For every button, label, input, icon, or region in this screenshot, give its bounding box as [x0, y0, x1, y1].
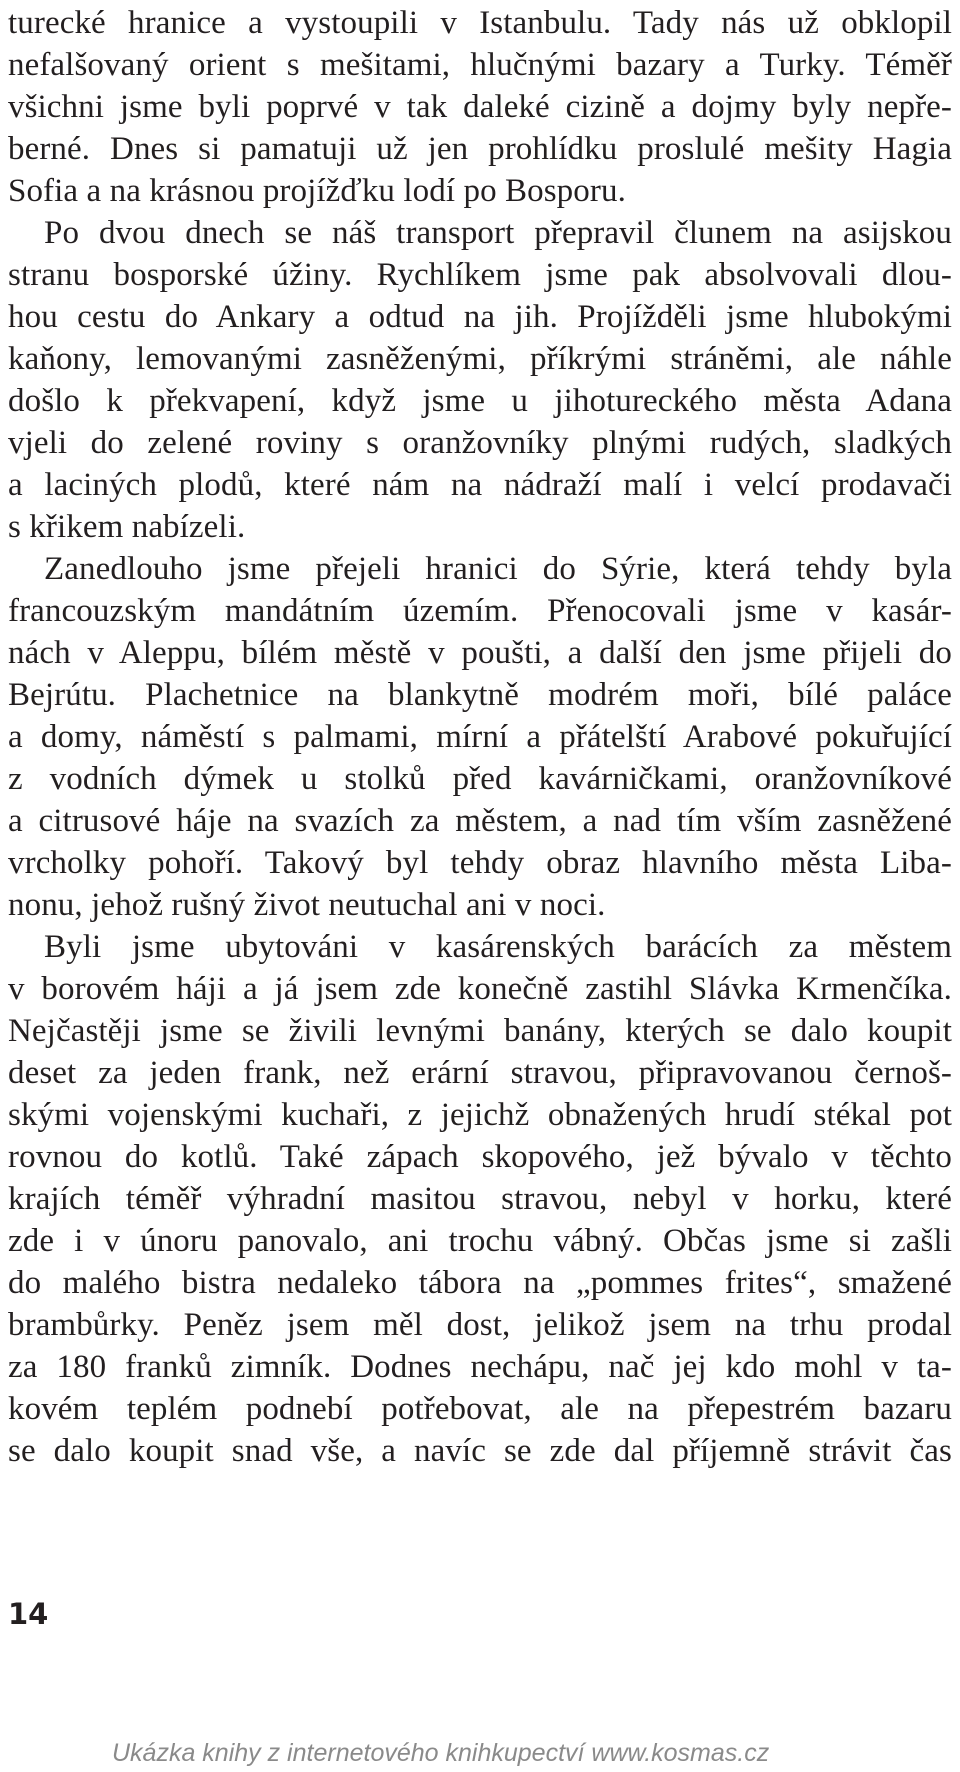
text-line: všichni jsme byli poprvé v tak daleké cizině a dojmy byly nepře- — [8, 89, 952, 125]
text-line: kovém teplém podnebí potřebovat, ale na přepestrém bazaru — [8, 1391, 952, 1427]
text-line: berné. Dnes si pamatuji už jen prohlídku proslulé mešity Hagia — [8, 131, 952, 167]
text-line: francouzským mandátním územím. Přenocovali jsme v kasár- — [8, 593, 952, 629]
text-line: Bejrútu. Plachetnice na blankytně modrém moři, bílé paláce — [8, 677, 952, 713]
text-line: za 180 franků zimník. Dodnes nechápu, nač jej kdo mohl v ta- — [8, 1349, 952, 1385]
text-line: nefalšovaný orient s mešitami, hlučnými bazary a Turky. Téměř — [8, 47, 952, 83]
page-body — [8, 2, 952, 1472]
text-line: turecké hranice a vystoupili v Istanbulu. Tady nás už obklopil — [8, 5, 952, 41]
text-line: z vodních dýmek u stolků před kavárničkami, oranžovníkové — [8, 761, 952, 797]
text-line: hou cestu do Ankary a odtud na jih. Projížděli jsme hlubokými — [8, 299, 952, 335]
text-line: kaňony, lemovanými zasněženými, příkrými stráněmi, ale náhle — [8, 341, 952, 377]
text-line: brambůrky. Peněz jsem měl dost, jelikož jsem na trhu prodal — [8, 1307, 952, 1343]
text-line: a citrusové háje na svazích za městem, a nad tím vším zasněžené — [8, 803, 952, 839]
text-line: vrcholky pohoří. Takový byl tehdy obraz hlavního města Liba- — [8, 845, 952, 881]
text-line: Sofia a na krásnou projížďku lodí po Bosporu. — [8, 173, 626, 209]
text-line: vjeli do zelené roviny s oranžovníky plnými rudých, sladkých — [8, 425, 952, 461]
text-line: krajích téměř výhradní masitou stravou, nebyl v horku, které — [8, 1181, 952, 1217]
text-line: s křikem nabízeli. — [8, 509, 246, 545]
text-line: nonu, jehož rušný život neutuchal ani v noci. — [8, 887, 606, 923]
text-line: Po dvou dnech se náš transport přepravil člunem na asijskou — [44, 215, 952, 251]
text-line: a domy, náměstí s palmami, mírní a přátelští Arabové pokuřující — [8, 719, 952, 755]
text-line: deset za jeden frank, než erární stravou, připravovanou černoš- — [8, 1055, 952, 1091]
text-line: rovnou do kotlů. Také zápach skopového, jež bývalo v těchto — [8, 1139, 952, 1175]
text-line: skými vojenskými kuchaři, z jejichž obnažených hrudí stékal pot — [8, 1097, 952, 1133]
text-line: se dalo koupit snad vše, a navíc se zde dal příjemně strávit čas — [8, 1433, 952, 1469]
text-line: zde i v únoru panovalo, ani trochu vábný. Občas jsme si zašli — [8, 1223, 952, 1259]
text-line: Zanedlouho jsme přejeli hranici do Sýrie, která tehdy byla — [44, 551, 952, 587]
text-line: v borovém háji a já jsem zde konečně zastihl Slávka Krmenčíka. — [8, 971, 952, 1007]
text-line: nách v Aleppu, bílém městě v poušti, a další den jsme přijeli do — [8, 635, 952, 671]
text-line: Byli jsme ubytováni v kasárenských barácích za městem — [44, 929, 952, 965]
text-line: stranu bosporské úžiny. Rychlíkem jsme pak absolvovali dlou- — [8, 257, 952, 293]
text-line: Nejčastěji jsme se živili levnými banány, kterých se dalo koupit — [8, 1013, 952, 1049]
text-line: došlo k překvapení, když jsme u jihotureckého města Adana — [8, 383, 952, 419]
text-line: a laciných plodů, které nám na nádraží malí i velcí prodavači — [8, 467, 952, 503]
page-number: 14 — [8, 1597, 49, 1631]
text-line: do malého bistra nedaleko tábora na „pommes frites“, smažené — [8, 1265, 952, 1301]
footer-watermark: Ukázka knihy z internetového knihkupectví www.kosmas.cz — [112, 1739, 770, 1767]
